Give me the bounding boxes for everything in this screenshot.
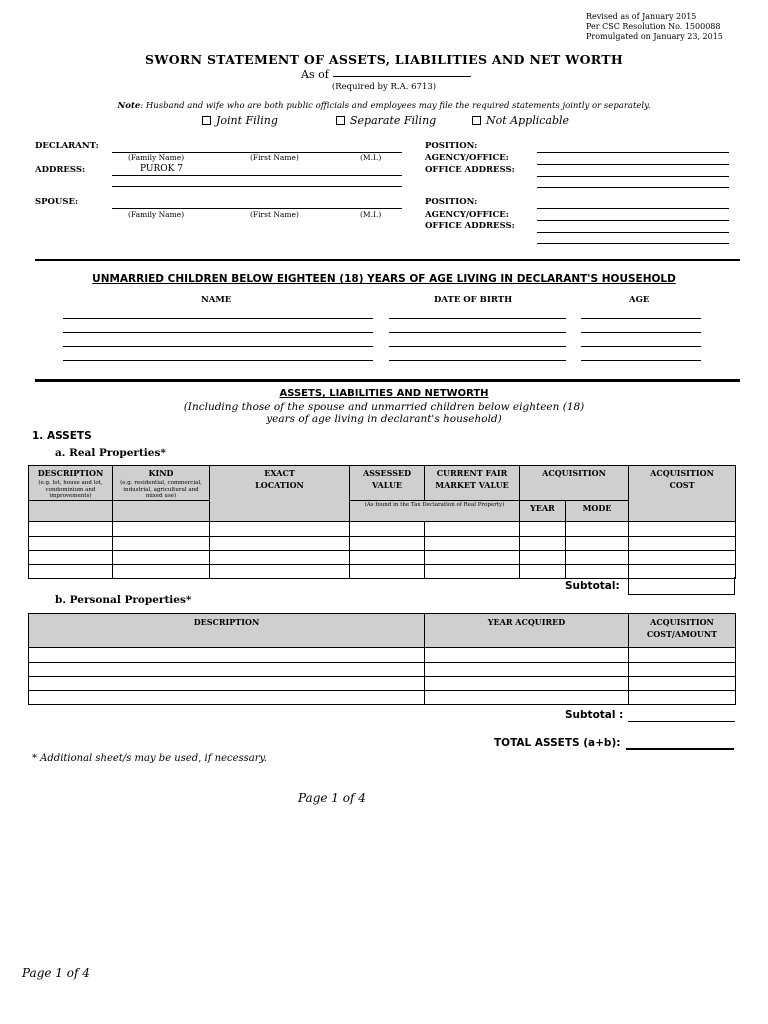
real-acquisition-title: ACQUISITION — [542, 468, 606, 478]
as-of-label: As of — [301, 68, 329, 81]
table-cell[interactable] — [113, 550, 210, 564]
not-applicable-option[interactable] — [472, 114, 569, 127]
assets-heading: 1. ASSETS — [32, 430, 92, 442]
section-divider — [35, 379, 740, 382]
real-value-title: VALUE — [371, 480, 403, 490]
spouse-mi-caption: (M.I.) — [360, 210, 382, 219]
table-cell[interactable] — [629, 521, 736, 536]
table-cell[interactable] — [425, 536, 520, 550]
table-cell[interactable] — [425, 521, 520, 536]
child-name-field[interactable] — [63, 360, 373, 361]
page-footer: Page 1 of 4 — [22, 966, 90, 980]
spouse-name-field[interactable] — [112, 208, 402, 209]
real-subtotal-field[interactable] — [628, 577, 735, 595]
child-age-field[interactable] — [581, 332, 701, 333]
document-title: SWORN STATEMENT OF ASSETS, LIABILITIES AND NET WORTH — [145, 52, 623, 67]
real-assessed-title: ASSESSED — [362, 468, 412, 478]
table-cell[interactable] — [350, 550, 425, 564]
table-cell[interactable] — [425, 564, 520, 578]
table-cell[interactable] — [629, 677, 736, 691]
child-dob-field[interactable] — [389, 318, 566, 319]
not-applicable-label: Not Applicable — [486, 114, 570, 127]
table-cell[interactable] — [113, 521, 210, 536]
personal-subtotal-label: Subtotal : — [565, 709, 624, 721]
personal-cost-header — [629, 614, 736, 648]
joint-filing-checkbox[interactable] — [202, 116, 211, 125]
not-applicable-checkbox[interactable] — [472, 116, 481, 125]
table-cell[interactable] — [113, 564, 210, 578]
real-subtotal-label: Subtotal: — [565, 580, 620, 592]
real-kind-caption: (e.g. residential, commercial, industrial, agricultural and mixed use) — [120, 480, 202, 499]
child-name-field[interactable] — [63, 346, 373, 347]
real-description-header — [29, 466, 113, 501]
personal-properties-table — [28, 613, 736, 705]
real-properties-table — [28, 465, 736, 579]
table-cell[interactable] — [629, 550, 736, 564]
real-year-title: YEAR — [530, 502, 555, 513]
real-location-header — [210, 466, 350, 522]
anl-subtitle-line-1: (Including those of the spouse and unmarried children below eighteen (18) — [183, 401, 585, 413]
declarant-office-address-field-2[interactable] — [537, 187, 729, 188]
spouse-first-name-caption: (First Name) — [250, 210, 299, 219]
table-cell[interactable] — [566, 521, 629, 536]
table-cell[interactable] — [629, 536, 736, 550]
anl-section-title: ASSETS, LIABILITIES AND NETWORTH — [279, 388, 489, 399]
table-cell[interactable] — [566, 536, 629, 550]
real-market-header — [425, 466, 520, 501]
table-cell[interactable] — [29, 564, 113, 578]
child-name-field[interactable] — [63, 318, 373, 319]
table-cell[interactable] — [29, 536, 113, 550]
child-age-field[interactable] — [581, 318, 701, 319]
table-cell[interactable] — [29, 550, 113, 564]
child-dob-field[interactable] — [389, 332, 566, 333]
table-cell[interactable] — [425, 663, 629, 677]
declarant-label: DECLARANT: — [35, 141, 99, 151]
table-cell[interactable] — [629, 648, 736, 663]
spouse-position-field[interactable] — [537, 208, 729, 209]
table-cell[interactable] — [29, 521, 113, 536]
table-row — [29, 648, 736, 663]
children-age-header: AGE — [629, 295, 650, 305]
spouse-office-address-label: OFFICE ADDRESS: — [425, 221, 515, 231]
table-cell[interactable] — [350, 536, 425, 550]
real-acq-cost-header — [629, 466, 736, 522]
real-acq-cost-title: ACQUISITION — [650, 468, 714, 478]
table-row — [29, 550, 736, 564]
personal-year-header — [425, 614, 629, 648]
as-of-field[interactable] — [333, 76, 471, 77]
note-label: Note — [117, 101, 141, 111]
table-cell[interactable] — [566, 550, 629, 564]
real-tax-note-header — [350, 500, 520, 521]
table-cell[interactable] — [425, 691, 629, 705]
table-row — [29, 691, 736, 705]
personal-description-title: DESCRIPTION — [193, 617, 260, 627]
declarant-office-address-field-1[interactable] — [537, 176, 729, 177]
spouse-position-label: POSITION: — [425, 197, 478, 207]
real-tax-note: (As found in the Tax Declaration of Real Property) — [364, 501, 505, 508]
table-row — [29, 677, 736, 691]
table-cell[interactable] — [113, 536, 210, 550]
personal-subtotal-field[interactable] — [628, 721, 735, 722]
declarant-agency-field[interactable] — [537, 164, 729, 165]
revision-notice — [586, 12, 723, 42]
promulgated-date: Promulgated on January 23, 2015 — [586, 32, 723, 41]
real-description-header-bottom — [29, 500, 113, 521]
required-by-law: (Required by R.A. 6713) — [331, 82, 437, 92]
real-assessed-header — [350, 466, 425, 501]
table-cell[interactable] — [210, 550, 350, 564]
separate-filing-label: Separate Filing — [350, 114, 437, 127]
address-label: ADDRESS: — [35, 165, 86, 175]
real-mode-title: MODE — [582, 502, 612, 513]
personal-cost-amount-title: COST/AMOUNT — [646, 629, 718, 639]
real-cost-title: COST — [669, 480, 695, 490]
declarant-mi-caption: (M.I.) — [360, 153, 382, 162]
table-cell[interactable] — [520, 564, 566, 578]
real-current-fair-title: CURRENT FAIR — [436, 468, 508, 478]
joint-filing-option[interactable] — [202, 114, 278, 127]
page-number: Page 1 of 4 — [298, 791, 366, 805]
table-cell[interactable] — [210, 536, 350, 550]
child-name-field[interactable] — [63, 332, 373, 333]
spouse-office-address-field-2[interactable] — [537, 243, 729, 244]
additional-sheets-note: * Additional sheet/s may be used, if necessary. — [32, 753, 268, 764]
children-name-header: NAME — [201, 295, 232, 305]
filing-note — [0, 101, 768, 111]
address-line-2[interactable] — [112, 186, 402, 187]
table-cell[interactable] — [629, 564, 736, 578]
child-dob-field[interactable] — [389, 346, 566, 347]
real-description-caption: (e.g. lot, house and lot, condominium and improvements) — [38, 480, 103, 499]
table-cell[interactable] — [210, 521, 350, 536]
note-text: : Husband and wife who are both public officials and employees may file the required statements jointly or separately. — [140, 101, 651, 111]
csc-resolution: Per CSC Resolution No. 1500088 — [586, 22, 721, 31]
declarant-family-name-caption: (Family Name) — [128, 153, 185, 162]
personal-cost-title: ACQUISITION — [650, 617, 714, 627]
table-cell[interactable] — [520, 521, 566, 536]
table-cell[interactable] — [566, 564, 629, 578]
table-row — [29, 521, 736, 536]
spouse-label: SPOUSE: — [35, 197, 79, 207]
children-section-title: UNMARRIED CHILDREN BELOW EIGHTEEN (18) YEARS OF AGE LIVING IN DECLARANT'S HOUSEHOLD — [92, 273, 676, 285]
declarant-office-address-label: OFFICE ADDRESS: — [425, 165, 515, 175]
table-cell[interactable] — [425, 648, 629, 663]
real-year-header — [520, 500, 566, 521]
table-row — [29, 536, 736, 550]
table-cell[interactable] — [29, 648, 425, 663]
declarant-first-name-caption: (First Name) — [250, 153, 299, 162]
table-cell[interactable] — [425, 677, 629, 691]
real-location-title: LOCATION — [255, 480, 304, 490]
table-cell[interactable] — [629, 691, 736, 705]
child-dob-field[interactable] — [389, 360, 566, 361]
personal-description-header — [29, 614, 425, 648]
table-cell[interactable] — [520, 550, 566, 564]
declarant-agency-label: AGENCY/OFFICE: — [425, 153, 509, 163]
address-value[interactable]: PUROK 7 — [140, 164, 183, 174]
child-age-field[interactable] — [581, 346, 701, 347]
personal-properties-heading: b. Personal Properties* — [55, 594, 192, 606]
table-cell[interactable] — [29, 663, 425, 677]
table-cell[interactable] — [520, 536, 566, 550]
table-cell[interactable] — [210, 564, 350, 578]
real-kind-header — [113, 466, 210, 501]
real-acquisition-header — [520, 466, 629, 501]
real-kind-title: KIND — [148, 468, 174, 478]
spouse-office-address-field-1[interactable] — [537, 232, 729, 233]
children-dob-header: DATE OF BIRTH — [434, 295, 513, 305]
total-assets-label: TOTAL ASSETS (a+b): — [494, 737, 621, 749]
real-description-title: DESCRIPTION — [37, 468, 104, 478]
table-row — [29, 663, 736, 677]
real-properties-heading: a. Real Properties* — [55, 447, 166, 459]
table-cell[interactable] — [29, 691, 425, 705]
child-age-field[interactable] — [581, 360, 701, 361]
section-divider — [35, 259, 740, 261]
personal-year-title: YEAR ACQUIRED — [487, 617, 566, 627]
revised-date: Revised as of January 2015 — [586, 12, 697, 21]
real-kind-header-bottom — [113, 500, 210, 521]
spouse-family-name-caption: (Family Name) — [128, 210, 185, 219]
real-exact-title: EXACT — [264, 468, 295, 478]
real-mode-header — [566, 500, 629, 521]
declarant-position-label: POSITION: — [425, 141, 478, 151]
table-cell[interactable] — [350, 564, 425, 578]
spouse-agency-field[interactable] — [537, 220, 729, 221]
anl-subtitle-line-2: years of age living in declarant's household) — [266, 413, 502, 425]
spouse-agency-label: AGENCY/OFFICE: — [425, 210, 509, 220]
declarant-position-field[interactable] — [537, 152, 729, 153]
separate-filing-option[interactable] — [336, 114, 436, 127]
address-line-1[interactable] — [112, 175, 402, 176]
table-row — [29, 564, 736, 578]
real-market-value-title: MARKET VALUE — [435, 480, 509, 490]
table-cell[interactable] — [29, 677, 425, 691]
table-cell[interactable] — [350, 521, 425, 536]
separate-filing-checkbox[interactable] — [336, 116, 345, 125]
total-assets-field[interactable] — [626, 748, 734, 750]
table-cell[interactable] — [629, 663, 736, 677]
table-cell[interactable] — [425, 550, 520, 564]
joint-filing-label: Joint Filing — [216, 114, 278, 127]
